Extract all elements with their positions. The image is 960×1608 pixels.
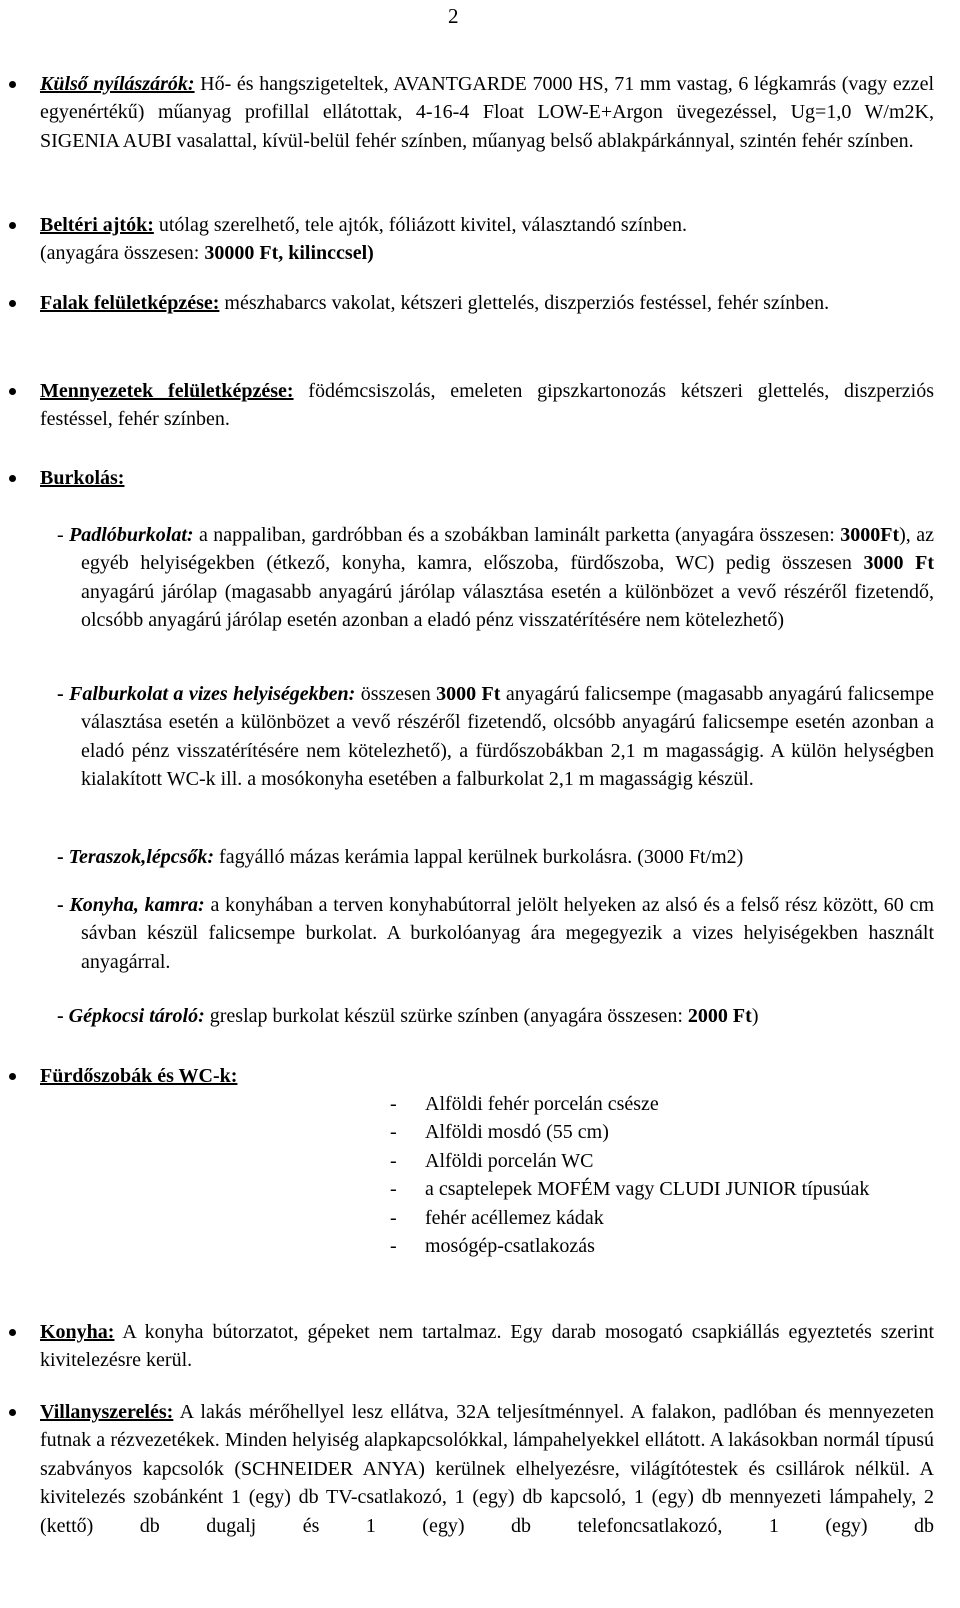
section-title: Külső nyílászárók: <box>40 73 195 95</box>
kitchen-pantry-text: a konyhában a terven konyhabútorral jelölt helyeken az alsó és a felső rész között, 60 cm sávban készül falicsempe burkolat. A burkolóanyag ára megegyezik a vizes helyiségekben használt anyagárral. <box>81 894 934 973</box>
section-exterior-openings <box>40 70 934 155</box>
section-text: utólag szerelhető, tele ajtók, fóliázott kivitel, választandó színben. <box>153 214 688 236</box>
garage-price: 2000 Ft <box>687 1005 752 1027</box>
terrace-text: fagyálló mázas kerámia lappal kerülnek burkolásra. (3000 Ft/m2) <box>214 846 744 868</box>
section-text: mészhabarcs vakolat, kétszeri glettelés, diszperziós festéssel, fehér színben. <box>219 292 830 314</box>
dash: - <box>57 524 70 546</box>
terrace-label: Teraszok,lépcsők: <box>68 846 215 868</box>
section-title: Konyha: <box>40 1321 115 1343</box>
list-item: - Alföldi fehér porcelán csésze <box>384 1090 934 1118</box>
garage-label: Gépkocsi tároló: <box>68 1005 205 1027</box>
section-title: Beltéri ajtók: <box>40 214 154 236</box>
list-item: - a csaptelepek MOFÉM vagy CLUDI JUNIOR típusúak <box>384 1175 934 1203</box>
floor-price-1: 3000Ft <box>840 524 900 546</box>
coverings-wall <box>57 680 934 794</box>
page-number: 2 <box>448 4 459 28</box>
section-title: Villanyszerelés: <box>40 1401 174 1423</box>
coverings-terrace <box>57 843 934 871</box>
section-ceilings <box>40 377 934 434</box>
section-bathrooms <box>40 1062 934 1090</box>
section-text: A konyha bútorzatot, gépeket nem tartalmaz. Egy darab mosogató csapkiállás egyeztetés szerint kivitelezésre kerül. <box>40 1321 934 1372</box>
section-price: 30000 Ft, kilinccsel) <box>204 242 374 265</box>
section-coverings <box>40 464 934 492</box>
wall-price: 3000 Ft <box>436 683 501 705</box>
floor-text-2: ), az egyéb helyiségekben (étkező, konyha, kamra, előszoba, fürdőszoba, WC) pedig összesen <box>81 524 934 575</box>
wall-text-2: anyagárú falicsempe (magasabb anyagárú falicsempe választása esetén a különbözet a vevő részéről fizetendő, olcsóbb anyagárú falicsempe esetén azonban a eladó pénz visszatérítésére nem kötelezhető), a fürdőszobákban 2,1 m magasságig. A külön helységben kialakított WC-k ill. a mosókonyha esetében a falburkolat 2,1 m magasságig készül. <box>81 683 934 791</box>
section-text-2: (anyagára összesen: <box>40 242 205 265</box>
dash: - <box>57 1005 69 1027</box>
section-title: Falak felületképzése: <box>40 292 220 314</box>
section-electrical <box>40 1398 934 1540</box>
section-kitchen <box>40 1318 934 1375</box>
dash: - <box>57 846 69 868</box>
garage-text-end: ) <box>751 1005 759 1027</box>
section-text: Hő- és hangszigeteltek, AVANTGARDE 7000 HS, 71 mm vastag, 6 légkamrás (vagy ezzel egyenértékű) műanyag profillal ellátottak, 4-16-4 Float LOW-E+Argon üvegezéssel, Ug=1,0 W/m2K, SIGENIA AUBI vasalattal, kívül-belül fehér színben, műanyag belső ablakpárkánnyal, szintén fehér színben. <box>40 73 934 152</box>
floor-label: Padlóburkolat: <box>69 524 194 546</box>
wall-text-1: összesen <box>355 683 437 705</box>
section-walls <box>40 289 934 317</box>
floor-text-1: a nappaliban, gardróbban és a szobákban laminált parketta (anyagára összesen: <box>193 524 841 546</box>
section-text: A lakás mérőhellyel lesz ellátva, 32A teljesítménnyel. A falakon, padlóban és mennyezeten futnak a rézvezetékek. Minden helyiség alapkapcsolókkal, lámpahelyekkel ellátott. A lakásokban normál típusú szabványos kapcsolók (SCHNEIDER ANYA) kerülnek elhelyezésre, világítótestek és csillárok nélkül. A kivitelezés szobánként 1 (egy) db TV-csatlakozó, 1 (egy) db kapcsoló, 1 (egy) db mennyezeti lámpahely, 2 (kettő) db dugalj és 1 (egy) db telefoncsatlakozó, 1 (egy) db <box>40 1401 934 1537</box>
section-title: Fürdőszobák és WC-k: <box>40 1065 238 1087</box>
dash: - <box>57 894 70 916</box>
garage-text: greslap burkolat készül szürke színben (anyagára összesen: <box>204 1005 688 1027</box>
coverings-floor <box>57 521 934 635</box>
list-item: - Alföldi mosdó (55 cm) <box>384 1118 934 1146</box>
floor-price-2: 3000 Ft <box>863 552 934 575</box>
dash: - <box>57 683 70 705</box>
section-interior-doors <box>40 211 934 268</box>
coverings-kitchen <box>57 891 934 976</box>
section-text: födémcsiszolás, emeleten gipszkartonozás kétszeri glettelés, diszperziós festéssel, fehér színben. <box>40 380 934 431</box>
wall-label: Falburkolat a vizes helyiségekben: <box>69 683 356 705</box>
list-item: - Alföldi porcelán WC <box>384 1147 934 1175</box>
bathroom-fixtures-list <box>384 1090 934 1260</box>
coverings-garage <box>57 1002 934 1030</box>
list-item: - mosógép-csatlakozás <box>384 1232 934 1260</box>
section-title: Burkolás: <box>40 467 125 489</box>
kitchen-pantry-label: Konyha, kamra: <box>69 894 205 916</box>
list-item: - fehér acéllemez kádak <box>384 1204 934 1232</box>
floor-text-3: anyagárú járólap (magasabb anyagárú járólap választása esetén a különbözet a vevő részéről fizetendő, olcsóbb anyagárú járólap esetén azonban a eladó pénz visszatérítésére nem kötelezhető) <box>81 580 934 632</box>
section-title: Mennyezetek felületképzése: <box>40 380 294 402</box>
